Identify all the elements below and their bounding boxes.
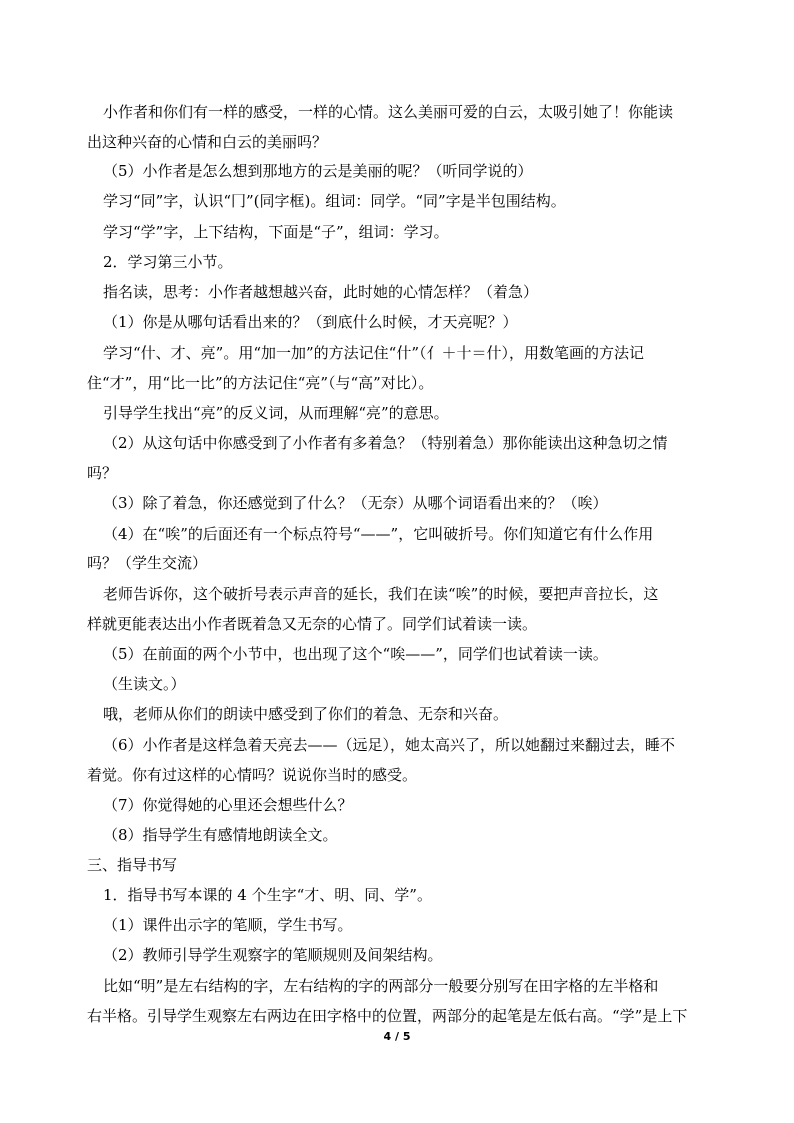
text-line: 1．指导书写本课的 4 个生字“才、明、同、学”。: [103, 886, 432, 904]
text-line: （生读文。）: [103, 675, 186, 693]
text-line: 小作者和你们有一样的感受，一样的心情。这么美丽可爱的白云，太吸引她了！你能读: [103, 103, 674, 121]
text-line: （1）课件出示字的笔顺，学生书写。: [103, 916, 353, 934]
text-line: 右半格。引导学生观察左右两边在田字格中的位置，两部分的起笔是左低右高。“学”是上下: [87, 1007, 688, 1025]
text-line: 学习“什、才、亮”。用“加一加”的方法记住“什”（亻＋十＝什），用数笔画的方法记: [103, 344, 645, 362]
text-line: （1）你是从哪句话看出来的？（到底什么时候，才天亮呢？）: [103, 313, 518, 331]
section-heading: 三、指导书写: [87, 856, 178, 874]
text-line: 2．学习第三小节。: [103, 253, 233, 271]
text-line: 吗？（学生交流）: [87, 554, 208, 572]
text-line: 老师告诉你，这个破折号表示声音的延长，我们在读“唉”的时候，要把声音拉长，这: [103, 585, 659, 603]
text-line: 住“才”，用“比一比”的方法记住“亮”（与“高”对比）。: [87, 374, 434, 392]
text-line: （5）在前面的两个小节中，也出现了这个“唉——”，同学们也试着读一读。: [103, 645, 608, 663]
text-line: （7）你觉得她的心里还会想些什么？: [103, 796, 353, 814]
text-line: （3）除了着急，你还感觉到了什么？（无奈）从哪个词语看出来的？（唉）: [103, 494, 608, 512]
text-line: （4）在“唉”的后面还有一个标点符号“——”，它叫破折号。你们知道它有什么作用: [103, 525, 654, 543]
text-line: （2）教师引导学生观察字的笔顺规则及间架结构。: [103, 946, 443, 964]
text-line: 样就更能表达出小作者既着急又无奈的心情了。同学们试着读一读。: [87, 615, 538, 633]
text-line: 学习“学”字，上下结构，下面是“子”，组词：学习。: [103, 223, 449, 241]
text-line: 指名读，思考：小作者越想越兴奋，此时她的心情怎样？（着急）: [103, 283, 539, 301]
text-line: （6）小作者是这样急着天亮去——（远足），她太高兴了，所以她翻过来翻过去，睡不: [103, 736, 676, 754]
text-line: （5）小作者是怎么想到那地方的云是美丽的呢？（听同学说的）: [103, 162, 533, 180]
text-line: 比如“明”是左右结构的字，左右结构的字的两部分一般要分别写在田字格的左半格和: [103, 977, 659, 995]
text-line: 哦，老师从你们的朗读中感受到了你们的着急、无奈和兴奋。: [103, 705, 509, 723]
text-line: （8）指导学生有感情地朗读全文。: [103, 826, 338, 844]
text-line: 学习“同”字，认识“冂”(同字框)。组词：同学。“同”字是半包围结构。: [103, 192, 566, 210]
page-number: 4 / 5: [383, 1030, 411, 1043]
text-line: 引导学生找出“亮”的反义词，从而理解“亮”的意思。: [103, 404, 449, 422]
text-line: （2）从这句话中你感受到了小作者有多着急？（特别着急）那你能读出这种急切之情: [103, 434, 668, 452]
text-line: 吗？: [87, 464, 118, 482]
text-line: 着觉。你有过这样的心情吗？说说你当时的感受。: [87, 766, 418, 784]
text-line: 出这种兴奋的心情和白云的美丽吗？: [87, 133, 328, 151]
